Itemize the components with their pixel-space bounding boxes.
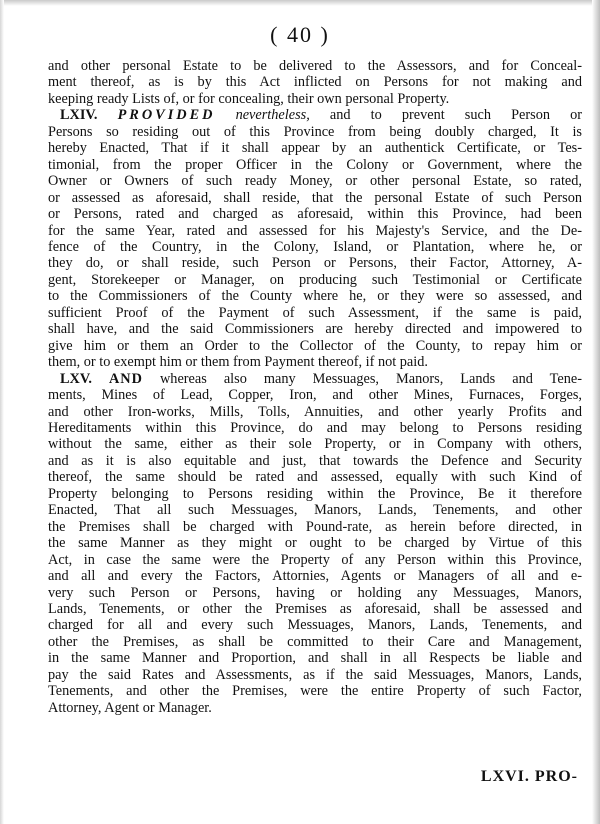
text-line: ments, Mines of Lead, Copper, Iron, and other Mines, Furnaces, Forges, — [48, 387, 582, 404]
text-line: and other personal Estate to be delivered to the Assessors, and for Conceal- — [48, 58, 582, 74]
section-lxv — [48, 371, 582, 717]
text-line: very such Person or Persons, having or holding any Messuages, Manors, — [48, 584, 582, 601]
section-lxv-first-line — [48, 371, 582, 387]
text-line: fence of the Country, in the Colony, Island, or Plantation, where he, or — [48, 238, 582, 255]
text-line: shall have, and the said Commissioners are hereby directed and impowered to — [48, 321, 582, 338]
text-line: them, or to exempt him or them from Payment thereof, if not paid. — [48, 354, 428, 371]
text-line: in the same Manner and Proportion, and shall in all Respects be liable and — [48, 650, 582, 667]
section-number: LXV. — [60, 370, 92, 387]
text-line: Enacted, That all such Messuages, Manors, Lands, Tenements, and other — [48, 502, 582, 519]
text-line: for the same Year, rated and assessed for his Majesty's Service, and the De- — [48, 222, 582, 239]
section-lxiv — [48, 107, 582, 370]
document-body — [48, 58, 582, 716]
section-lxiv-first-line — [48, 107, 582, 123]
text-line: the Premises shall be charged with Pound-rate, as herein before directed, in — [48, 518, 582, 535]
text-line: and as it is also equitable and just, that towards the Defence and Security — [48, 452, 582, 469]
text-line: Persons so residing out of this Province from being doubly charged, It is — [48, 123, 582, 140]
text-line: without the same, either as their sole Property, or in Company with others, — [48, 436, 582, 453]
paragraph-intro — [48, 58, 582, 107]
text-line: Property belonging to Persons residing within the Province, Be it therefore — [48, 485, 582, 502]
page-number: ( 40 ) — [270, 22, 330, 47]
text-line: Owner or Owners of such ready Money, or other personal Estate, so rated, — [48, 173, 582, 190]
text-line: ment thereof, as is by this Act inflicted on Persons for not making and — [48, 74, 582, 91]
text-line: Tenements, and other the Premises, were the entire Property of such Factor, — [48, 683, 582, 700]
text-fragment: and to prevent such Person or — [329, 107, 583, 124]
scan-edge-top — [0, 0, 600, 6]
section-heading-tail: nevertheless, — [235, 107, 310, 124]
text-line: thereof, the same should be rated and assessed, equally with such Kind of — [48, 469, 582, 486]
text-line: Lands, Tenements, or other the Premises as aforesaid, shall be assessed and — [48, 600, 582, 617]
catchword: LXVI. PRO- — [480, 768, 578, 785]
text-line: to the Commissioners of the County where he, or they were so assessed, and — [48, 288, 582, 305]
text-line: keeping ready Lists of, or for concealing, their own personal Property. — [48, 90, 450, 107]
text-line: Hereditaments within this Province, do and may belong to Persons residing — [48, 419, 582, 436]
text-line: other the Premises, as shall be committed to their Care and Management, — [48, 633, 582, 650]
text-line: gent, Storekeeper or Manager, on producing such Testimonial or Certificate — [48, 271, 582, 288]
text-line: or assessed as aforesaid, shall reside, that the personal Estate of such Person — [48, 189, 582, 206]
text-line: sufficient Proof of the Payment of such Assessment, if the same is paid, — [48, 304, 582, 321]
text-line: the same Manner as they might or ought to be charged by Virtue of this — [48, 535, 582, 552]
text-line: give him or them an Order to the Collector of the County, to repay him or — [48, 337, 582, 354]
text-line: they do, or shall reside, such Person or Persons, their Factor, Attorney, A- — [48, 255, 582, 272]
text-line: charged for all and every such Messuages, Manors, Lands, Tenements, and — [48, 617, 582, 634]
text-line: and other Iron-works, Mills, Tolls, Annuities, and other yearly Profits and — [48, 403, 582, 420]
text-line: Attorney, Agent or Manager. — [48, 699, 212, 716]
text-line: and all and every the Factors, Attornies, Agents or Managers of all and e- — [48, 568, 582, 585]
section-heading: PROVIDED — [117, 107, 216, 124]
text-line: timonial, from the proper Officer in the Colony or Government, where the — [48, 156, 582, 173]
section-number: LXIV. — [60, 107, 98, 124]
scan-edge-right — [592, 0, 600, 824]
text-fragment: whereas also many Messuages, Manors, Lands and Tene- — [159, 370, 583, 387]
section-heading: AND — [108, 370, 143, 387]
text-line: pay the said Rates and Assessments, as if the said Messuages, Manors, Lands, — [48, 666, 582, 683]
text-line: Act, in case the same were the Property of any Person within this Province, — [48, 551, 582, 568]
scan-edge-left — [0, 0, 4, 824]
text-line: hereby Enacted, That if it shall appear by an authentick Certificate, or Tes- — [48, 140, 582, 157]
text-line: or Persons, rated and charged as aforesaid, within this Province, had been — [48, 206, 582, 223]
